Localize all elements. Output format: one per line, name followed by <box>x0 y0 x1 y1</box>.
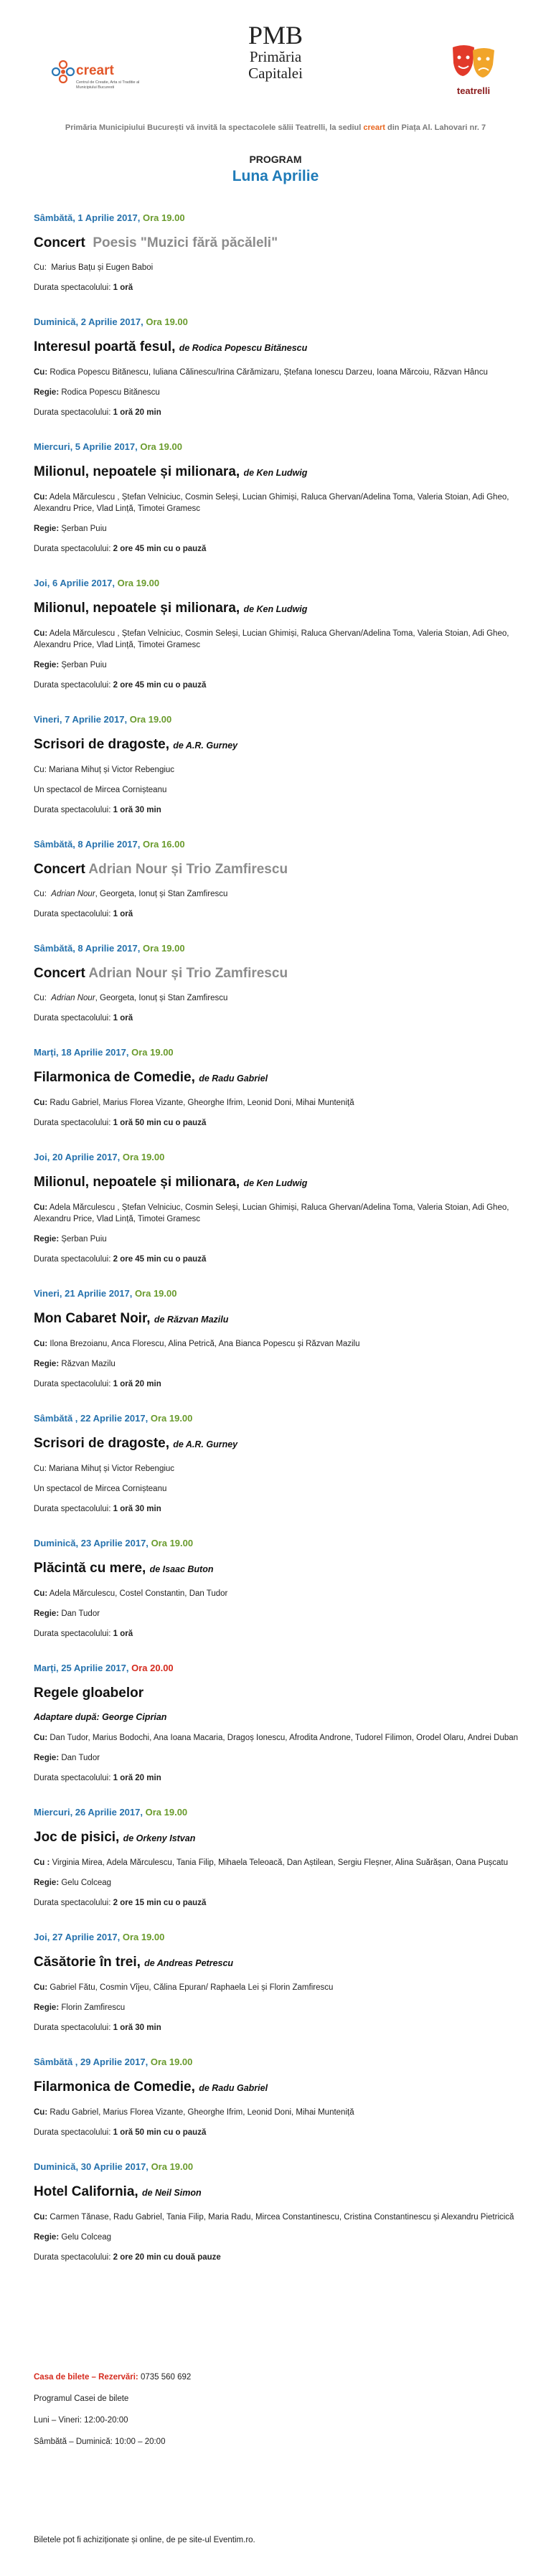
box-office-phone[interactable]: 0735 560 692 <box>140 2373 192 2382</box>
cast-label: Cu: <box>34 1340 48 1348</box>
cast-text: Radu Gabriel, Marius Florea Vizante, Gheorghe Ifrim, Leonid Doni, Mihai Munteniță <box>50 2108 354 2117</box>
cast-text: Dan Tudor, Marius Bodochi, Ana Ioana Macaria, Dragoș Ionescu, Afrodita Androne, Tudorel Filimon, Orodel Olaru, Andrei Duban <box>50 1734 519 1742</box>
duration-value: 2 ore 45 min cu o pauză <box>113 681 207 690</box>
cast-text: , Georgeta, Ionuț și Stan Zamfirescu <box>95 890 228 898</box>
event-title <box>34 339 529 357</box>
event-duration <box>34 908 529 920</box>
director-text: Gelu Colceag <box>61 1879 112 1887</box>
event-date-line <box>34 2161 529 2172</box>
event-duration <box>34 282 529 293</box>
event-director <box>34 659 529 671</box>
duration-label: Durata spectacolului: <box>34 681 111 690</box>
event-date-line <box>34 1288 529 1299</box>
director-label: Regie: <box>34 1235 60 1244</box>
cast-text: Carmen Tănase, Radu Gabriel, Tania Filip, Maria Radu, Mircea Constantinescu, Cristina Constantinescu și Alexandru Pietricică <box>50 2213 514 2222</box>
event-title-text: Mon Cabaret Noir, <box>34 1311 151 1326</box>
creart-flower-icon <box>50 59 76 85</box>
event-director <box>34 1358 529 1370</box>
event-date-line <box>34 1047 529 1058</box>
duration-value: 2 ore 45 min cu o pauză <box>113 545 207 553</box>
event-title-text: Hotel California, <box>34 2184 138 2199</box>
cast-text: Ilona Brezoianu, Anca Florescu, Alina Petrică, Ana Bianca Popescu și Răzvan Mazilu <box>50 1340 360 1348</box>
program-entry <box>34 2161 529 2263</box>
cast-text: Adela Mărculescu, Costel Constantin, Dan Tudor <box>49 1589 228 1598</box>
event-duration <box>34 2127 529 2138</box>
event-cast <box>34 1202 529 1225</box>
event-director <box>34 523 529 535</box>
box-office-schedule-title: Programul Casei de bilete <box>34 2394 129 2403</box>
event-cast <box>34 1588 529 1599</box>
event-author: de A.R. Gurney <box>173 741 238 751</box>
event-date-line <box>34 441 529 452</box>
director-label: Regie: <box>34 388 60 397</box>
event-cast <box>34 992 529 1004</box>
event-title-text: Adrian Nour și Trio Zamfirescu <box>88 966 288 981</box>
cast-label: Cu: <box>34 629 48 638</box>
cast-label: Cu: <box>34 1203 48 1212</box>
event-title <box>34 1954 529 1972</box>
event-time: Ora 19.00 <box>122 1152 165 1162</box>
invite-text-before: Primăria Municipiului București vă invită la spectacolele sălii Teatrelli, la sediul <box>65 123 364 132</box>
event-date-line <box>34 1932 529 1942</box>
event-cast <box>34 1857 529 1868</box>
event-duration <box>34 543 529 555</box>
duration-label: Durata spectacolului: <box>34 2023 111 2032</box>
event-date-line <box>34 578 529 588</box>
director-label: Regie: <box>34 525 60 533</box>
event-duration <box>34 1254 529 1265</box>
event-author: de Rodica Popescu Bitănescu <box>179 343 308 353</box>
event-date: Duminică, 2 Aprilie 2017, <box>34 316 143 327</box>
duration-value: 2 ore 15 min cu o pauză <box>113 1899 207 1907</box>
event-time: Ora 19.00 <box>143 212 185 223</box>
cast-label: Cu : <box>34 1858 50 1867</box>
event-director <box>34 1877 529 1889</box>
box-office-weekdays: Luni – Vineri: 12:00-20:00 <box>34 2416 128 2425</box>
cast-text: Adela Mărculescu , Ștefan Velniciuc, Cosmin Seleși, Lucian Ghimiși, Raluca Ghervan/Adelina Toma, Valeria Stoian, Adi Gheo, Alexandru Price, Vlad Lință, Timotei Gramesc <box>34 493 509 513</box>
event-director <box>34 1752 529 1764</box>
cast-label: Cu: <box>34 994 47 1002</box>
event-title <box>34 2184 529 2201</box>
event-duration <box>34 1772 529 1784</box>
event-time: Ora 19.00 <box>117 578 160 588</box>
event-author: de Radu Gabriel <box>199 1073 268 1083</box>
program-entry <box>34 441 529 555</box>
event-cast <box>34 2211 529 2223</box>
event-director <box>34 2232 529 2243</box>
event-title-text: Joc de pisici, <box>34 1830 120 1845</box>
cast-label: Cu: <box>34 1983 48 1992</box>
cast-text: Mariana Mihuț și Victor Rebengiuc <box>49 1465 175 1473</box>
event-cast <box>34 1732 529 1744</box>
event-author: de Răzvan Mazilu <box>154 1315 229 1325</box>
event-director <box>34 2002 529 2013</box>
cast-label: Cu: <box>34 2213 48 2222</box>
program-list <box>34 212 529 2286</box>
program-entry <box>34 212 529 293</box>
event-title-text: Scrisori de dragoste, <box>34 737 170 752</box>
cast-label: Cu: <box>34 766 47 774</box>
program-entry <box>34 578 529 691</box>
duration-label: Durata spectacolului: <box>34 545 111 553</box>
director-text: Șerban Puiu <box>61 525 107 533</box>
event-author: de Ken Ludwig <box>243 468 308 478</box>
event-date-line <box>34 943 529 954</box>
event-author: de Orkeny Istvan <box>123 1833 196 1843</box>
event-time: Ora 16.00 <box>143 839 185 850</box>
event-cast <box>34 1097 529 1109</box>
event-title-text: Regele gloabelor <box>34 1686 144 1701</box>
director-text: Gelu Colceag <box>61 2233 112 2242</box>
event-title <box>34 1435 529 1453</box>
event-title-text: Interesul poartă fesul, <box>34 339 176 354</box>
month-title: Luna Aprilie <box>232 168 319 184</box>
teatrelli-name: teatrelli <box>456 85 491 96</box>
event-title-text: Milionul, nepoatele și milionara, <box>34 1175 240 1190</box>
director-text: Rodica Popescu Bitănescu <box>61 388 160 397</box>
event-duration <box>34 1117 529 1129</box>
event-note: Un spectacol de Mircea Cornișteanu <box>34 1485 167 1493</box>
teatrelli-logo <box>438 43 509 100</box>
event-cast <box>34 1982 529 1993</box>
event-date: Duminică, 23 Aprilie 2017, <box>34 1538 149 1548</box>
director-text: Florin Zamfirescu <box>61 2003 126 2012</box>
event-director <box>34 1608 529 1620</box>
event-date-line <box>34 1413 529 1424</box>
event-duration <box>34 407 529 418</box>
event-date-line <box>34 714 529 725</box>
event-date: Sâmbătă, 8 Aprilie 2017, <box>34 839 141 850</box>
event-title <box>34 1069 529 1087</box>
director-label: Regie: <box>34 2233 60 2242</box>
duration-value: 1 oră <box>113 910 133 918</box>
event-date: Sâmbătă , 22 Aprilie 2017, <box>34 1413 149 1424</box>
event-time: Ora 20.00 <box>131 1663 174 1673</box>
event-date: Sâmbătă, 8 Aprilie 2017, <box>34 943 141 954</box>
online-tickets-note: Biletele pot fi achiziționate și online, de pe site-ul Eventim.ro. <box>34 2536 255 2544</box>
event-title <box>34 464 529 481</box>
box-office <box>34 2371 529 2458</box>
event-author: de A.R. Gurney <box>173 1439 238 1449</box>
event-author: de Isaac Buton <box>149 1564 214 1574</box>
director-label: Regie: <box>34 1609 60 1618</box>
duration-label: Durata spectacolului: <box>34 1505 111 1513</box>
event-author: de Neil Simon <box>141 2188 202 2198</box>
program-entry <box>34 1288 529 1390</box>
duration-label: Durata spectacolului: <box>34 1255 111 1264</box>
event-date-line <box>34 1663 529 1673</box>
cast-text: Adela Mărculescu , Ștefan Velniciuc, Cosmin Seleși, Lucian Ghimiși, Raluca Ghervan/Adelina Toma, Valeria Stoian, Adi Gheo, Alexandru Price, Vlad Lință, Timotei Gramesc <box>34 1203 509 1223</box>
event-date-line <box>34 2056 529 2067</box>
event-title-text: Filarmonica de Comedie, <box>34 2079 195 2095</box>
duration-label: Durata spectacolului: <box>34 806 111 814</box>
box-office-label: Casa de bilete – Rezervări: <box>34 2373 138 2382</box>
event-date: Joi, 6 Aprilie 2017, <box>34 578 115 588</box>
event-title-text: Milionul, nepoatele și milionara, <box>34 464 240 479</box>
duration-label: Durata spectacolului: <box>34 2253 111 2262</box>
event-time: Ora 19.00 <box>150 1413 193 1424</box>
event-time: Ora 19.00 <box>131 1047 174 1058</box>
program-entry <box>34 839 529 920</box>
program-entry <box>34 1663 529 1784</box>
event-time: Ora 19.00 <box>122 1932 165 1942</box>
event-title-text: Căsătorie în trei, <box>34 1955 141 1970</box>
event-author: de Ken Ludwig <box>243 604 308 614</box>
invite-text-after: din Piața Al. Lahovari nr. 7 <box>385 123 486 132</box>
event-date-line <box>34 1152 529 1162</box>
program-entry <box>34 943 529 1024</box>
event-title-text: Scrisori de dragoste, <box>34 1436 170 1451</box>
event-title-text: Poesis "Muzici fără păcăleli" <box>93 235 278 250</box>
duration-label: Durata spectacolului: <box>34 1380 111 1388</box>
duration-label: Durata spectacolului: <box>34 1014 111 1023</box>
director-text: Dan Tudor <box>61 1754 100 1762</box>
event-date: Miercuri, 5 Aprilie 2017, <box>34 441 138 452</box>
cast-label: Cu: <box>34 1099 48 1107</box>
creart-subtitle: Centrul de Creatie, Arta si Traditie al Municipiului Bucuresti <box>76 80 140 90</box>
event-time: Ora 19.00 <box>140 441 182 452</box>
event-time: Ora 19.00 <box>129 714 172 725</box>
header <box>0 0 551 108</box>
duration-label: Durata spectacolului: <box>34 910 111 918</box>
event-time: Ora 19.00 <box>134 1288 177 1299</box>
duration-value: 1 oră 20 min <box>113 408 161 417</box>
event-date: Miercuri, 26 Aprilie 2017, <box>34 1807 143 1818</box>
event-title <box>34 235 529 252</box>
box-office-weekend: Sâmbătă – Duminică: 10:00 – 20:00 <box>34 2438 166 2446</box>
event-duration <box>34 1378 529 1390</box>
pmb-abbr: PMB <box>248 21 303 50</box>
cast-label: Cu: <box>34 1589 48 1598</box>
event-duration <box>34 1628 529 1640</box>
event-title-text: Adrian Nour și Trio Zamfirescu <box>88 862 288 877</box>
theatre-masks-icon <box>448 43 499 80</box>
event-title <box>34 965 529 982</box>
event-author: de Ken Ludwig <box>243 1178 308 1188</box>
program-entry <box>34 2056 529 2138</box>
duration-value: 1 oră 30 min <box>113 1505 161 1513</box>
event-duration <box>34 804 529 816</box>
event-date-line <box>34 839 529 850</box>
cast-label: Cu: <box>34 493 48 502</box>
event-title-text: Filarmonica de Comedie, <box>34 1070 195 1085</box>
event-adaptation: Adaptare după: George Ciprian <box>34 1712 167 1722</box>
duration-label: Durata spectacolului: <box>34 1630 111 1638</box>
event-date-line <box>34 212 529 223</box>
event-date: Marți, 18 Aprilie 2017, <box>34 1047 129 1058</box>
program-entry <box>34 1807 529 1909</box>
event-title-prefix: Concert <box>34 235 85 250</box>
invitation-line <box>0 123 551 132</box>
duration-value: 1 oră <box>113 1630 133 1638</box>
event-date: Vineri, 7 Aprilie 2017, <box>34 714 128 725</box>
cast-text: Rodica Popescu Bitănescu, Iuliana Călinescu/Irina Cărămizaru, Ștefana Ionescu Darzeu, Ioana Mărcoiu, Răzvan Hâncu <box>50 368 488 377</box>
event-director <box>34 1233 529 1245</box>
duration-value: 1 oră 20 min <box>113 1380 161 1388</box>
invite-brand: creart <box>363 123 385 132</box>
pmb-line2: Capitalei <box>248 65 303 82</box>
duration-value: 1 oră <box>113 1014 133 1023</box>
event-time: Ora 19.00 <box>151 2161 194 2172</box>
event-title <box>34 736 529 754</box>
event-duration <box>34 1012 529 1024</box>
event-title-text: Milionul, nepoatele și milionara, <box>34 601 240 616</box>
event-date-line <box>34 1807 529 1818</box>
event-title-prefix: Concert <box>34 862 85 877</box>
event-date: Joi, 27 Aprilie 2017, <box>34 1932 121 1942</box>
pmb-logo <box>215 22 336 93</box>
program-entry <box>34 1413 529 1515</box>
duration-value: 1 oră 50 min cu o pauză <box>113 2128 207 2137</box>
event-title <box>34 600 529 618</box>
event-cast <box>34 1463 529 1475</box>
cast-lead: Adrian Nour <box>51 994 95 1002</box>
cast-text: Radu Gabriel, Marius Florea Vizante, Gheorghe Ifrim, Leonid Doni, Mihai Munteniță <box>50 1099 354 1107</box>
event-cast <box>34 367 529 378</box>
event-cast <box>34 628 529 651</box>
event-director <box>34 387 529 398</box>
event-duration <box>34 2252 529 2263</box>
duration-value: 1 oră 30 min <box>113 806 161 814</box>
event-time: Ora 19.00 <box>151 1538 194 1548</box>
duration-value: 1 oră 20 min <box>113 1774 161 1782</box>
event-author: de Andreas Petrescu <box>144 1958 234 1968</box>
creart-logo <box>50 56 143 99</box>
program-title: PROGRAM <box>249 154 302 165</box>
event-date-line <box>34 1538 529 1548</box>
duration-value: 2 ore 20 min cu două pauze <box>113 2253 221 2262</box>
box-office-reservations <box>34 2371 529 2383</box>
event-duration <box>34 1897 529 1909</box>
cast-label: Cu: <box>34 2108 48 2117</box>
event-time: Ora 19.00 <box>146 316 188 327</box>
program-entry <box>34 1152 529 1265</box>
event-cast <box>34 2107 529 2118</box>
event-date: Marți, 25 Aprilie 2017, <box>34 1663 129 1673</box>
cast-text: Virginia Mirea, Adela Mărculescu, Tania Filip, Mihaela Teleoacă, Dan Aștilean, Sergiu Fleșner, Alina Suărășan, Oana Pușcatu <box>52 1858 508 1867</box>
director-text: Dan Tudor <box>61 1609 100 1618</box>
program-entry <box>34 1538 529 1640</box>
duration-label: Durata spectacolului: <box>34 1774 111 1782</box>
event-title <box>34 2079 529 2097</box>
program-entry <box>34 1932 529 2034</box>
event-duration <box>34 1503 529 1515</box>
duration-value: 1 oră 50 min cu o pauză <box>113 1119 207 1127</box>
cast-text: Gabriel Fătu, Cosmin Vîjeu, Călina Epuran/ Raphaela Lei și Florin Zamfirescu <box>50 1983 334 1992</box>
event-title <box>34 861 529 878</box>
director-text: Răzvan Mazilu <box>61 1360 116 1368</box>
program-entry <box>34 714 529 816</box>
event-date: Duminică, 30 Aprilie 2017, <box>34 2161 149 2172</box>
duration-label: Durata spectacolului: <box>34 408 111 417</box>
program-entry <box>34 1047 529 1129</box>
event-title-text: Plăcintă cu mere, <box>34 1561 146 1576</box>
director-text: Șerban Puiu <box>61 1235 107 1244</box>
event-cast <box>34 764 529 776</box>
event-title <box>34 1310 529 1328</box>
cast-text: Marius Bațu și Eugen Baboi <box>51 263 154 272</box>
event-time: Ora 19.00 <box>145 1807 188 1818</box>
event-date: Vineri, 21 Aprilie 2017, <box>34 1288 133 1299</box>
cast-text: , Georgeta, Ionuț și Stan Zamfirescu <box>95 994 228 1002</box>
duration-value: 2 ore 45 min cu o pauză <box>113 1255 207 1264</box>
cast-label: Cu: <box>34 368 48 377</box>
event-cast <box>34 1338 529 1350</box>
director-text: Șerban Puiu <box>61 661 107 669</box>
event-duration <box>34 680 529 691</box>
pmb-line1: Primăria <box>249 48 302 65</box>
director-label: Regie: <box>34 1754 60 1762</box>
director-label: Regie: <box>34 1879 60 1887</box>
director-label: Regie: <box>34 1360 60 1368</box>
duration-value: 1 oră <box>113 283 133 292</box>
cast-text: Adela Mărculescu , Ștefan Velniciuc, Cosmin Seleși, Lucian Ghimiși, Raluca Ghervan/Adelina Toma, Valeria Stoian, Adi Gheo, Alexandru Price, Vlad Lință, Timotei Gramesc <box>34 629 509 649</box>
cast-label: Cu: <box>34 263 47 272</box>
event-time: Ora 19.00 <box>143 943 185 954</box>
event-title <box>34 1174 529 1192</box>
duration-label: Durata spectacolului: <box>34 1899 111 1907</box>
director-label: Regie: <box>34 661 60 669</box>
creart-name: creart <box>76 63 114 78</box>
duration-label: Durata spectacolului: <box>34 1119 111 1127</box>
event-date: Sâmbătă, 1 Aprilie 2017, <box>34 212 141 223</box>
event-date: Joi, 20 Aprilie 2017, <box>34 1152 121 1162</box>
cast-label: Cu: <box>34 890 47 898</box>
cast-lead: Adrian Nour <box>51 890 95 898</box>
event-title <box>34 1685 529 1702</box>
director-label: Regie: <box>34 2003 60 2012</box>
event-cast <box>34 262 529 273</box>
event-author: de Radu Gabriel <box>199 2083 268 2093</box>
cast-label: Cu: <box>34 1734 48 1742</box>
event-title <box>34 1829 529 1847</box>
event-time: Ora 19.00 <box>150 2056 193 2067</box>
duration-label: Durata spectacolului: <box>34 2128 111 2137</box>
event-title-prefix: Concert <box>34 966 85 981</box>
event-date-line <box>34 316 529 327</box>
event-cast <box>34 492 529 514</box>
cast-label: Cu: <box>34 1465 47 1473</box>
duration-label: Durata spectacolului: <box>34 283 111 292</box>
event-duration <box>34 2022 529 2034</box>
duration-value: 1 oră 30 min <box>113 2023 161 2032</box>
program-entry <box>34 316 529 418</box>
event-note: Un spectacol de Mircea Cornișteanu <box>34 786 167 794</box>
cast-text: Mariana Mihuț și Victor Rebengiuc <box>49 766 175 774</box>
event-date: Sâmbătă , 29 Aprilie 2017, <box>34 2056 149 2067</box>
event-title <box>34 1560 529 1578</box>
event-cast <box>34 888 529 900</box>
